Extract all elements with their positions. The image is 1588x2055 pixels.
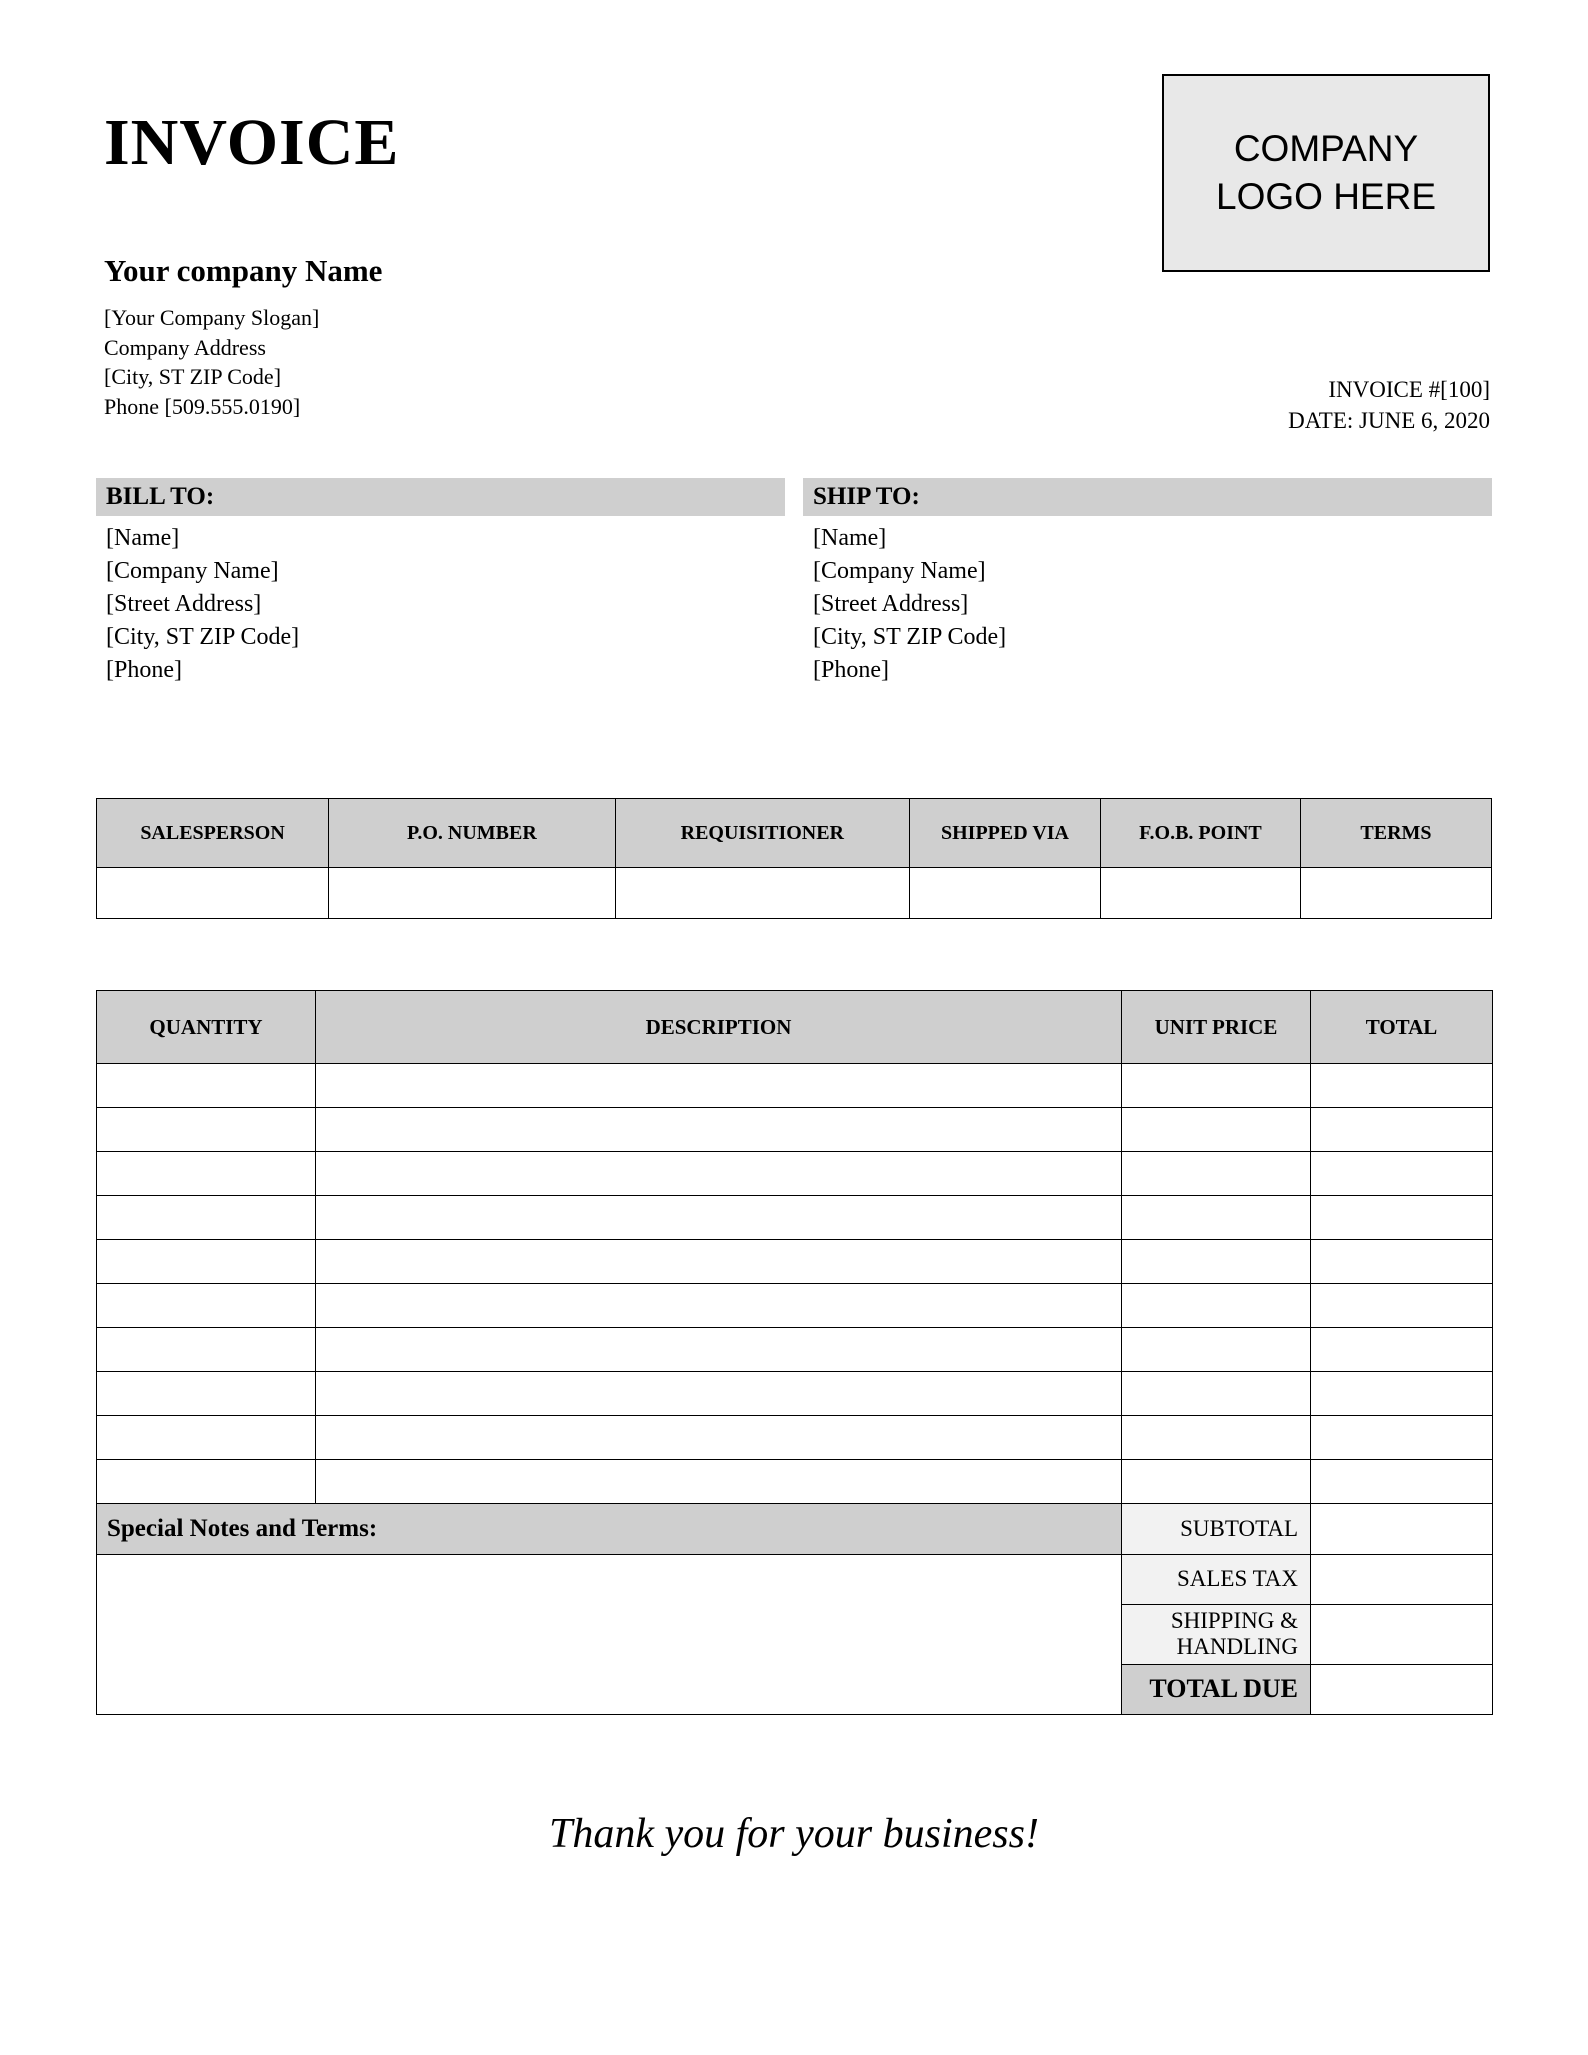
table-row [97, 1328, 1493, 1372]
item-description[interactable] [316, 1152, 1122, 1196]
sales-tax-label: SALES TAX [1122, 1555, 1311, 1605]
notes-totals-row-1 [97, 1504, 1493, 1555]
item-total[interactable] [1311, 1372, 1493, 1416]
item-quantity[interactable] [97, 1416, 316, 1460]
item-unit-price[interactable] [1122, 1152, 1311, 1196]
table-row [97, 868, 1492, 919]
table-row [97, 1152, 1493, 1196]
company-phone: Phone [509.555.0190] [104, 394, 301, 420]
bill-to-body [96, 516, 785, 688]
item-unit-price[interactable] [1122, 1460, 1311, 1504]
item-total[interactable] [1311, 1152, 1493, 1196]
item-total[interactable] [1311, 1460, 1493, 1504]
item-description[interactable] [316, 1460, 1122, 1504]
special-notes-heading: Special Notes and Terms: [97, 1504, 1122, 1555]
info-header-requisitioner: REQUISITIONER [615, 799, 909, 868]
ship-to-street: [Street Address] [813, 591, 969, 618]
item-unit-price[interactable] [1122, 1372, 1311, 1416]
item-quantity[interactable] [97, 1372, 316, 1416]
table-row [97, 1240, 1493, 1284]
bill-to-phone: [Phone] [106, 657, 182, 684]
company-slogan: [Your Company Slogan] [104, 305, 320, 330]
line-items-table [96, 990, 1493, 1715]
item-quantity[interactable] [97, 1108, 316, 1152]
info-cell-terms[interactable] [1300, 868, 1491, 919]
item-unit-price[interactable] [1122, 1416, 1311, 1460]
subtotal-value[interactable] [1311, 1504, 1493, 1555]
bill-to-company: [Company Name] [106, 558, 279, 585]
company-address-block [104, 303, 319, 422]
info-cell-shipped-via[interactable] [909, 868, 1100, 919]
item-quantity[interactable] [97, 1064, 316, 1108]
shipping-handling-value[interactable] [1311, 1605, 1493, 1665]
notes-totals-row-2 [97, 1555, 1493, 1605]
table-row [97, 1284, 1493, 1328]
company-address: Company Address [104, 334, 266, 360]
ship-to-heading: SHIP TO: [803, 478, 1492, 516]
table-row [97, 1108, 1493, 1152]
info-cell-po-number[interactable] [329, 868, 616, 919]
info-header-po-number: P.O. NUMBER [329, 799, 616, 868]
invoice-date: DATE: JUNE 6, 2020 [1288, 408, 1490, 434]
total-due-value[interactable] [1311, 1665, 1493, 1715]
item-description[interactable] [316, 1108, 1122, 1152]
info-cell-fob-point[interactable] [1101, 868, 1301, 919]
bill-to-heading: BILL TO: [96, 478, 785, 516]
item-total[interactable] [1311, 1108, 1493, 1152]
item-unit-price[interactable] [1122, 1240, 1311, 1284]
item-quantity[interactable] [97, 1152, 316, 1196]
item-quantity[interactable] [97, 1240, 316, 1284]
table-row [97, 1196, 1493, 1240]
table-row [97, 1416, 1493, 1460]
ship-to-phone: [Phone] [813, 657, 889, 684]
ship-to-body [803, 516, 1492, 688]
info-header-fob-point: F.O.B. POINT [1101, 799, 1301, 868]
subtotal-label: SUBTOTAL [1122, 1504, 1311, 1555]
bill-to-city: [City, ST ZIP Code] [106, 624, 300, 651]
items-header-quantity: QUANTITY [97, 991, 316, 1064]
sales-tax-value[interactable] [1311, 1555, 1493, 1605]
item-total[interactable] [1311, 1416, 1493, 1460]
item-unit-price[interactable] [1122, 1284, 1311, 1328]
ship-to-block [803, 478, 1492, 688]
thank-you-message: Thank you for your business! [549, 1811, 1039, 1857]
logo-line-1: COMPANY [1233, 127, 1419, 169]
item-description[interactable] [316, 1328, 1122, 1372]
info-header-shipped-via: SHIPPED VIA [909, 799, 1100, 868]
page-title: INVOICE [104, 106, 400, 179]
item-description[interactable] [316, 1416, 1122, 1460]
bill-to-name: [Name] [106, 525, 180, 551]
order-info-table [96, 798, 1492, 919]
table-row [97, 1372, 1493, 1416]
invoice-number: INVOICE #[100] [1328, 377, 1490, 402]
item-quantity[interactable] [97, 1284, 316, 1328]
address-section [96, 478, 1492, 688]
item-description[interactable] [316, 1196, 1122, 1240]
info-cell-salesperson[interactable] [97, 868, 329, 919]
ship-to-name: [Name] [813, 525, 887, 551]
invoice-meta-block [1288, 374, 1490, 436]
item-total[interactable] [1311, 1328, 1493, 1372]
item-unit-price[interactable] [1122, 1328, 1311, 1372]
table-row [97, 1064, 1493, 1108]
ship-to-company: [Company Name] [813, 558, 986, 585]
company-name: Your company Name [104, 253, 383, 288]
bill-to-block [96, 478, 785, 688]
info-header-salesperson: SALESPERSON [97, 799, 329, 868]
shipping-handling-label: SHIPPING & HANDLING [1122, 1605, 1311, 1665]
items-header-unit-price: UNIT PRICE [1122, 991, 1311, 1064]
item-description[interactable] [316, 1240, 1122, 1284]
invoice-header [0, 0, 1588, 434]
special-notes-body[interactable] [97, 1555, 1122, 1715]
item-total[interactable] [1311, 1284, 1493, 1328]
item-unit-price[interactable] [1122, 1064, 1311, 1108]
company-city-state-zip: [City, ST ZIP Code] [104, 364, 282, 390]
item-description[interactable] [316, 1284, 1122, 1328]
item-total[interactable] [1311, 1196, 1493, 1240]
item-quantity[interactable] [97, 1328, 316, 1372]
items-header-total: TOTAL [1311, 991, 1493, 1064]
bill-to-street: [Street Address] [106, 591, 262, 618]
item-quantity[interactable] [97, 1460, 316, 1504]
table-row [97, 1460, 1493, 1504]
item-description[interactable] [316, 1064, 1122, 1108]
item-unit-price[interactable] [1122, 1196, 1311, 1240]
company-logo-placeholder [1162, 74, 1490, 272]
item-description[interactable] [316, 1372, 1122, 1416]
info-cell-requisitioner[interactable] [615, 868, 909, 919]
total-due-label: TOTAL DUE [1122, 1665, 1311, 1715]
items-header-row [97, 991, 1493, 1064]
item-unit-price[interactable] [1122, 1108, 1311, 1152]
info-header-terms: TERMS [1300, 799, 1491, 868]
info-header-row [97, 799, 1492, 868]
ship-to-city: [City, ST ZIP Code] [813, 624, 1007, 651]
item-quantity[interactable] [97, 1196, 316, 1240]
logo-line-2: LOGO HERE [1216, 176, 1436, 217]
item-total[interactable] [1311, 1064, 1493, 1108]
items-header-description: DESCRIPTION [316, 991, 1122, 1064]
item-total[interactable] [1311, 1240, 1493, 1284]
